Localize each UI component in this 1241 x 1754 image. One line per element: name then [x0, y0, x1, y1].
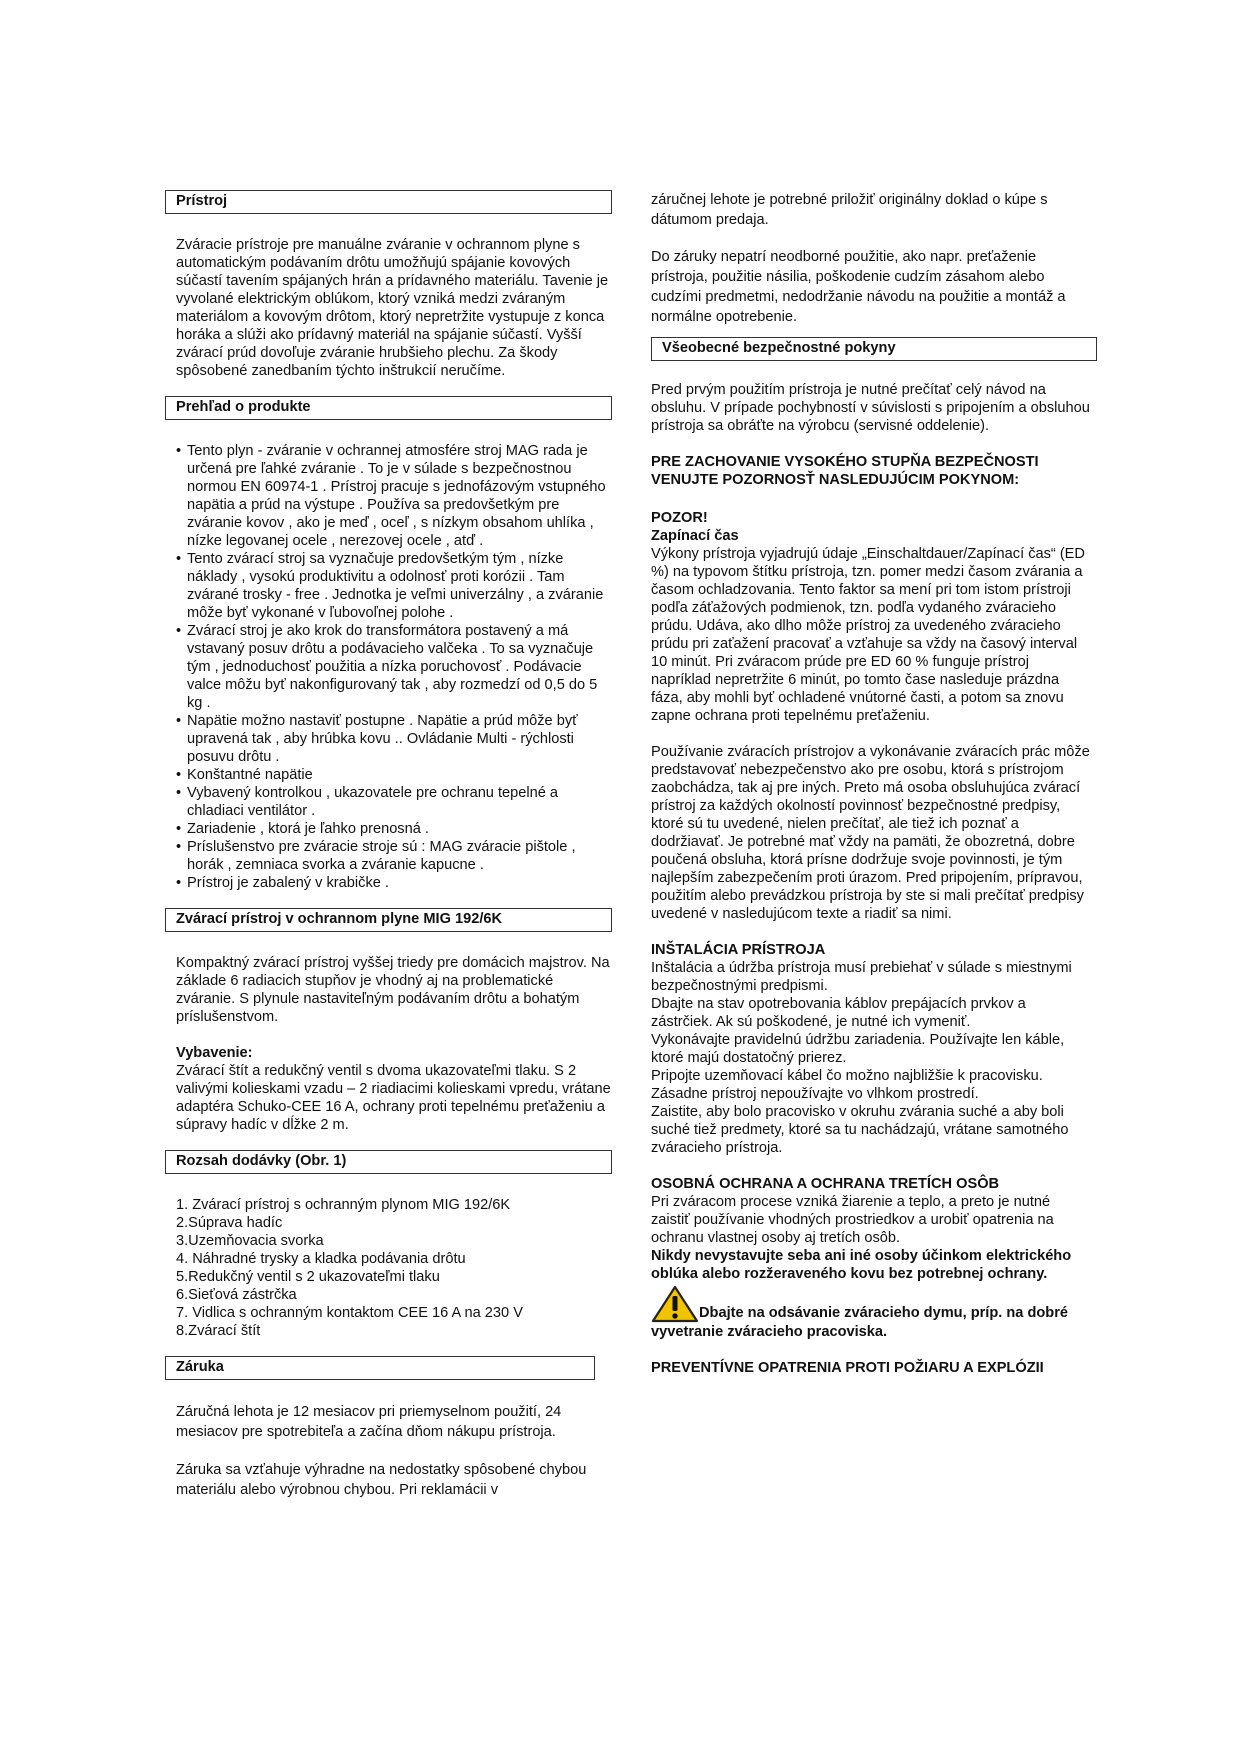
instalacia-heading: INŠTALÁCIA PRÍSTROJA [651, 942, 826, 958]
list-item: • Zariadenie , ktorá je ľahko prenosná . [176, 820, 612, 838]
instalacia-line: Pripojte uzemňovací kábel čo možno najbližšie k pracovisku. [651, 1068, 1043, 1084]
section-heading-pristroj: Prístroj [165, 190, 612, 214]
instalacia-line: Inštalácia a údržba prístroja musí prebiehať v súlade s miestnymi bezpečnostnými predpismi. [651, 960, 1072, 994]
right-column [651, 190, 1091, 1377]
warning-note [651, 1285, 1091, 1341]
zapinaci-text: Výkony prístroja vyjadrujú údaje „Einschaltdauer/Zapínací čas“ (ED %) na typovom štítku prístroja, tzn. pomer medzi časom zvárania a časom ochladzovania. Tento faktor sa mení pri tom istom prístroji podľa záťažových podmienok, tzn. podľa vydaného zváracieho prúdu. Udáva, ako dlho môže prístroj za uvedeného zváracieho prúdu pri zaťažení pracovať a vzťahuje sa vždy na časový interval 10 minút. Pri zváracom prúde pre ED 60 % funguje prístroj napríklad nepretržite 6 minút, po tomto čase nasleduje prázdna fáza, aby mohli byť ochladené vnútorné časti, a potom sa znovu zapne ochrana proti tepelnému preťaženiu. [651, 546, 1085, 724]
section-heading-rozsah: Rozsah dodávky (Obr. 1) [165, 1150, 612, 1174]
safety-caps-notice: PRE ZACHOVANIE VYSOKÉHO STUPŇA BEZPEČNOSTI VENUJTE POZORNOSŤ NASLEDUJÚCIM POKYNOM: [651, 454, 1039, 488]
ochrana-heading: OSOBNÁ OCHRANA A OCHRANA TRETÍCH OSÔB [651, 1176, 1000, 1192]
pristroj-text: Zváracie prístroje pre manuálne zváranie v ochrannom plyne s automatickým podávaním drôtu umožňujú spájanie kovových súčastí tavením spájaných hrán a prídavného materiálu. Tavenie je vyvolané elektrickým oblúkom, ktorý vzniká medzi zváraným materiálom a kovovým drôtom, ktorý nepretržite vystupuje z konca horáka a slúži ako prídavný materiál na spájanie súčastí. Vyšší zvárací prúd dovoľuje zváranie hrubšieho plechu. Za škody spôsobené zanedbaním týchto inštrukcií neručíme. [176, 237, 609, 379]
left-column [165, 190, 612, 1500]
instalacia-line: Dbajte na stav opotrebovania káblov prepájacích prvkov a zástrčiek. Ak sú poškodené, je nutné ich vymeniť. [651, 996, 1026, 1030]
usage-text: Používanie zváracích prístrojov a vykonávanie zváracích prác môže predstavovať nebezpečenstvo ako pre osobu, ktorá s prístrojom zaobchádza, tak aj pre iných. Preto má osoba obsluhujúca zvárací prístroj za každých okolností povinnosť bezpečnostné predpisy, ktoré sú tu uvedené, nielen prečítať, ale tiež ich poznať a dodržiavať. Je potrebné mať vždy na pamäti, že obozretná, dobre poučená obsluha, ktorá prísne dodržuje svoje povinnosti, je tým najlepším zabezpečením proti úrazom. Pred pripojením, prípravou, použitím alebo prevádzkou prístroja by ste si mali prečítať predpisy uvedené v nasledujúcom texte a riadiť sa nimi. [651, 744, 1090, 922]
vybavenie-text: Zvárací štít a redukčný ventil s dvoma ukazovateľmi tlaku. S 2 valivými kolieskami vzadu – 2 riadiacimi kolieskami vpredu, vrátane adaptéra Schuko-CEE 16 A, ochrany proti tepelnému preťaženiu a súpravy hadíc v dĺžke 2 m. [176, 1063, 611, 1133]
section-heading-zaruka: Záruka [165, 1356, 595, 1380]
list-item: 2.Súprava hadíc [176, 1215, 283, 1231]
list-item: 7. Vidlica s ochranným kontaktom CEE 16 A na 230 V [176, 1305, 523, 1321]
zaruka-exclusions: Do záruky nepatrí neodborné použitie, ako napr. preťaženie prístroja, použitie násilia, poškodenie cudzím zásahom alebo cudzími predmetmi, nedodržanie návodu na použitie a montáž a normálne opotrebenie. [651, 249, 1066, 325]
list-item: • Vybavený kontrolkou , ukazovatele pre ochranu tepelné a chladiaci ventilátor . [176, 784, 612, 820]
section-heading-safety: Všeobecné bezpečnostné pokyny [651, 337, 1097, 361]
list-item: 6.Sieťová zástrčka [176, 1287, 297, 1303]
zaruka-text-2: Záruka sa vzťahuje výhradne na nedostatky spôsobené chybou materiálu alebo výrobnou chybou. Pri reklamácii v [176, 1462, 587, 1498]
list-item: 4. Náhradné trysky a kladka podávania drôtu [176, 1251, 466, 1267]
instalacia-line: Zásadne prístroj nepoužívajte vo vlhkom prostredí. [651, 1086, 979, 1102]
list-item: 8.Zvárací štít [176, 1323, 261, 1339]
list-item: • Napätie možno nastaviť postupne . Napätie a prúd môže byť upravená tak , aby hrúbka kovu .. Ovládanie Multi - rýchlosti posuvu drôtu . [176, 712, 612, 766]
list-item: 3.Uzemňovacia svorka [176, 1233, 324, 1249]
rozsah-list [165, 1196, 612, 1340]
list-item: • Prístroj je zabalený v krabičke . [176, 874, 612, 892]
safety-intro: Pred prvým použitím prístroja je nutné prečítať celý návod na obsluhu. V prípade pochybností v súvislosti s pripojením a obsluhou prístroja sa obráťte na výrobcu (servisné oddelenie). [651, 382, 1090, 434]
warning-text: Dbajte na odsávanie zváracieho dymu, príp. na dobré vyvetranie zváracieho pracoviska. [651, 1305, 1068, 1340]
instalacia-line: Vykonávajte pravidelnú údržbu zariadenia. Používajte len káble, ktoré majú dostatočný prierez. [651, 1032, 1065, 1066]
list-item: • Zvárací stroj je ako krok do transformátora postavený a má vstavaný posuv drôtu a podávacieho valčeka . To sa vyznačuje tým , jednoduchosť použitia a nízka poruchovosť . Podávacie valce môžu byť nakonfigurovaný tak , aby rozmedzí od 0,5 do 5 kg . [176, 622, 612, 712]
prehlad-bullet-list [165, 442, 612, 892]
list-item: • Tento zvárací stroj sa vyznačuje predovšetkým tým , nízke náklady , vysokú produktivitu a odolnosť proti korózii . Tam zvárané trosky - free . Jednotka je veľmi univerzálny , a zváranie môže byť vykonané v ľubovoľnej polohe . [176, 550, 612, 622]
ochrana-bold-text: Nikdy nevystavujte seba ani iné osoby účinkom elektrického oblúka alebo rozžeraveného kovu bez potrebnej ochrany. [651, 1248, 1072, 1282]
section-heading-mig: Zvárací prístroj v ochrannom plyne MIG 192/6K [165, 908, 612, 932]
mig-text: Kompaktný zvárací prístroj vyššej triedy pre domácich majstrov. Na základe 6 radiacich stupňov je vhodný aj na problematické zváranie. S plynule nastaviteľným podávaním drôtu a bohatým príslušenstvom. [176, 955, 610, 1025]
zaruka-text-1: Záručná lehota je 12 mesiacov pri priemyselnom použití, 24 mesiacov pre spotrebiteľa a začína dňom nákupu prístroja. [176, 1404, 562, 1440]
list-item: • Konštantné napätie [176, 766, 612, 784]
warning-icon [651, 1285, 699, 1323]
zaruka-continuation: záručnej lehote je potrebné priložiť originálny doklad o kúpe s dátumom predaja. [651, 192, 1048, 228]
pozor-label: POZOR! [651, 510, 708, 526]
list-item: • Tento plyn - zváranie v ochrannej atmosfére stroj MAG rada je určená pre ľahké zváranie . To je v súlade s bezpečnostnou normou EN 60974-1 . Prístroj pracuje s jednofázovým vstupného napätia a prúd na výstupe . Používa sa predovšetkým pre zváranie kovov , ako je meď , oceľ , s nízkym obsahom uhlíka , nízke legovanej ocele , nerezovej ocele , atď . [176, 442, 612, 550]
ochrana-text: Pri zváracom procese vzniká žiarenie a teplo, a preto je nutné zaistiť používanie vhodných prostriedkov a urobiť opatrenia na ochranu vlastnej osoby aj tretích osôb. [651, 1194, 1054, 1246]
section-heading-prehlad: Prehľad o produkte [165, 396, 612, 420]
zapinaci-title: Zapínací čas [651, 528, 739, 544]
list-item: 1. Zvárací prístroj s ochranným plynom MIG 192/6K [176, 1197, 511, 1213]
vybavenie-title: Vybavenie: [176, 1045, 253, 1061]
list-item: • Príslušenstvo pre zváracie stroje sú : MAG zváracie pištole , horák , zemniaca svorka a zváranie kapucne . [176, 838, 612, 874]
list-item: 5.Redukčný ventil s 2 ukazovateľmi tlaku [176, 1269, 440, 1285]
preventivne-heading: PREVENTÍVNE OPATRENIA PROTI POŽIARU A EXPLÓZII [651, 1360, 1044, 1376]
instalacia-line: Zaistite, aby bolo pracovisko v okruhu zvárania suché a aby boli suché tiež predmety, ktoré sa tu nachádzajú, vrátane samotného zváracieho prístroja. [651, 1104, 1069, 1156]
